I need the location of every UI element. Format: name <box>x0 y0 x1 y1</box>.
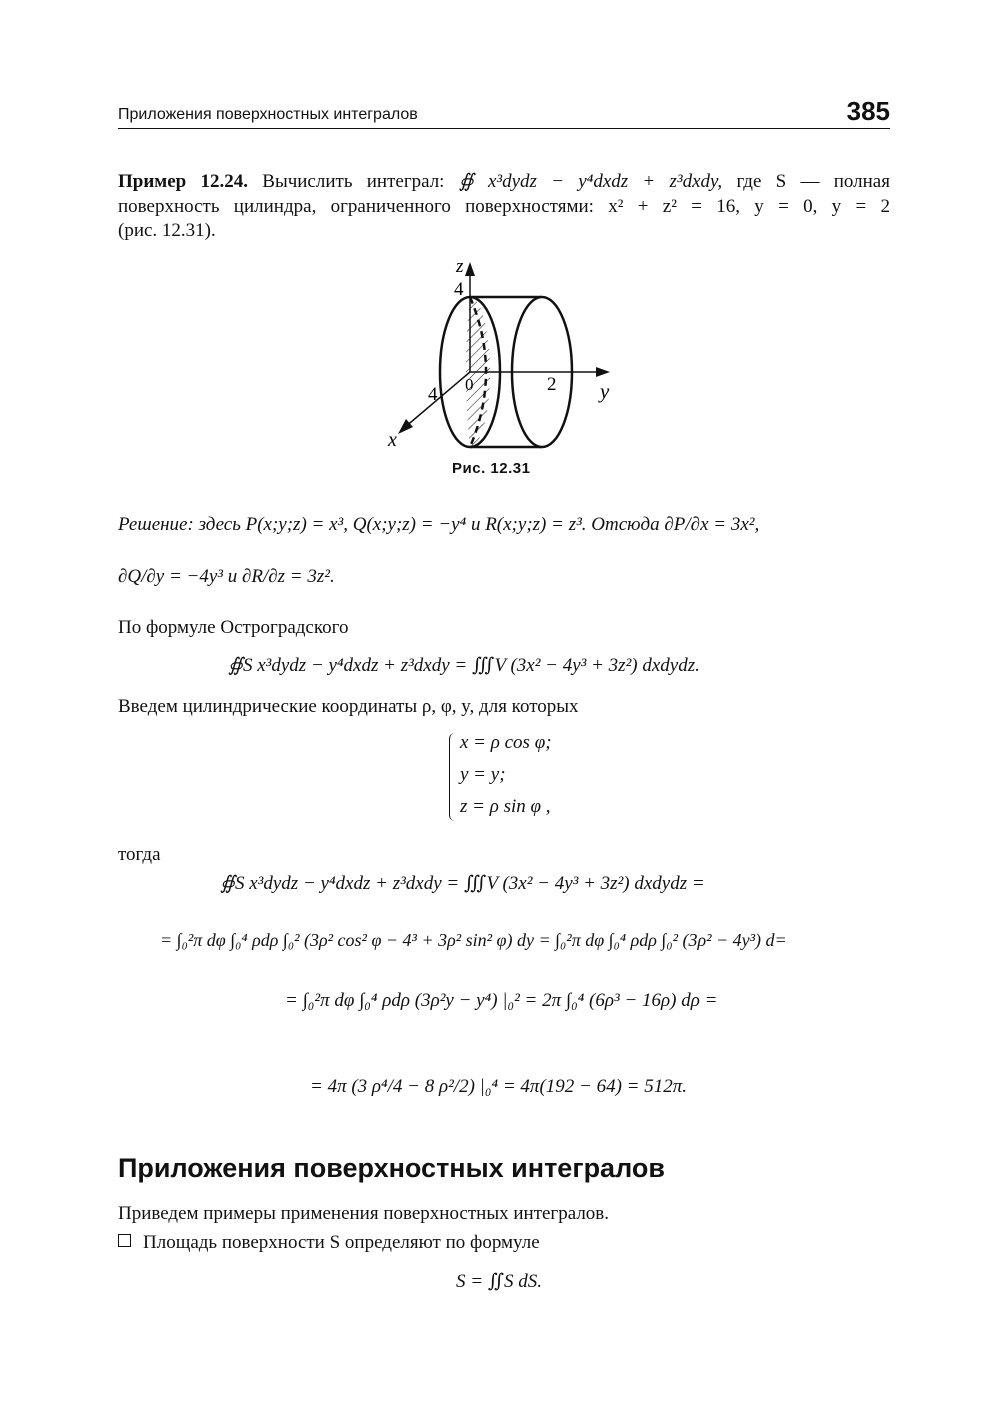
solution-line-1-text: : здесь P(x;y;z) = x³, Q(x;y;z) = −y⁴ и R(x;y;z) = z³. Отсюда ∂P/∂x = 3x², <box>187 514 760 535</box>
ostrogradsky-line: По формуле Остроградского <box>118 617 349 638</box>
equation-1: ∯S x³dydz − y⁴dxdz + z³dxdy = ∭V (3x² − 4y³ + 3z²) dxdydz = <box>220 873 705 894</box>
axis-label-z: z <box>456 256 464 277</box>
formula-ostrogradsky: ∯S x³dydz − y⁴dxdz + z³dxdy = ∭V (3x² − 4y³ + 3z²) dxdydz. <box>228 655 700 676</box>
example-text: Вычислить интеграл: <box>262 171 445 192</box>
system-eq-2: y = y; <box>460 764 506 785</box>
example-line-2: поверхность цилиндра, ограниченного поверхностями: x² + z² = 16, y = 0, y = 2 <box>118 196 890 217</box>
running-title: Приложения поверхностных интегралов <box>118 106 418 123</box>
example-integral: ∯ x³dydz − y⁴dxdz + z³dxdy, <box>458 171 723 192</box>
bullet-item-1 <box>118 1232 540 1254</box>
solution-label: Решение <box>118 514 188 535</box>
system-eq-3: z = ρ sin φ , <box>460 796 551 817</box>
example-label: Пример 12.24. <box>118 171 248 192</box>
cylindrical-intro: Введем цилиндрические координаты ρ, φ, y, для которых <box>118 696 579 717</box>
system-eq-1: x = ρ cos φ; <box>460 732 552 753</box>
example-line-1 <box>118 170 890 193</box>
equation-4: = 4π (3 ρ⁴/4 − 8 ρ²/2) |₀⁴ = 4π(192 − 64) = 512π. <box>310 1076 688 1097</box>
example-tail: где S — полная <box>736 171 890 192</box>
equation-3: = ∫₀²π dφ ∫₀⁴ ρdρ (3ρ²y − y⁴) |₀² = 2π ∫₀⁴ (6ρ³ − 16ρ) dρ = <box>285 990 718 1011</box>
example-line-3: (рис. 12.31). <box>118 220 216 241</box>
section-title: Приложения поверхностных интегралов <box>118 1153 665 1183</box>
section-intro: Приведем примеры применения поверхностных интегралов. <box>118 1203 610 1224</box>
axis-label-x: x <box>388 429 397 451</box>
z-arrow <box>465 262 475 276</box>
y-arrow <box>596 367 610 377</box>
solution-line-1 <box>118 514 759 536</box>
axis-label-y: y <box>600 379 610 403</box>
bullet-box-icon <box>118 1234 131 1247</box>
figure-caption: Рис. 12.31 <box>452 460 531 477</box>
area-formula: S = ∬S dS. <box>456 1271 543 1292</box>
cylinder-figure <box>370 250 640 460</box>
then-word: тогда <box>118 844 161 865</box>
running-head <box>118 96 890 129</box>
tick-label-x: 4 <box>428 384 438 405</box>
bullet-text: Площадь поверхности S определяют по формуле <box>143 1232 540 1253</box>
page-number: 385 <box>846 96 890 126</box>
tick-label-z: 4 <box>454 279 464 300</box>
origin-label: 0 <box>465 375 474 394</box>
tick-label-y: 2 <box>547 374 557 395</box>
equation-2: = ∫₀²π dφ ∫₀⁴ ρdρ ∫₀² (3ρ² cos² φ − 4³ + 3ρ² sin² φ) dy = ∫₀²π dφ ∫₀⁴ ρdρ ∫₀² (3ρ² − 4y³) d= <box>160 930 787 950</box>
solution-line-2: ∂Q/∂y = −4y³ и ∂R/∂z = 3z². <box>118 566 335 587</box>
x-arrow <box>398 419 413 434</box>
system-brace <box>449 733 456 821</box>
